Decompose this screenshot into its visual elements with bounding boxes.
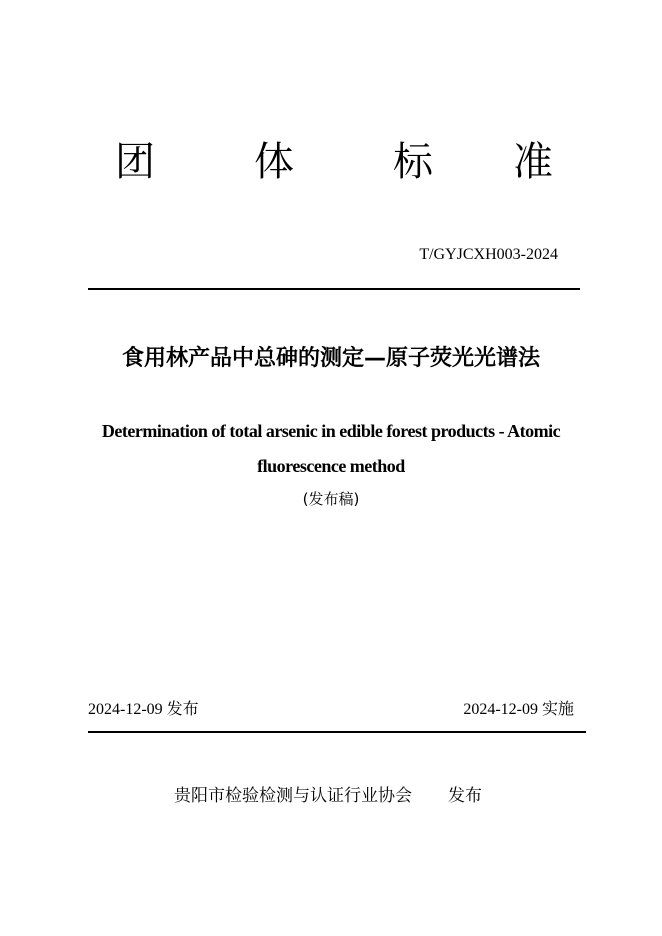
title-char-2: 体: [254, 139, 294, 185]
title-char-3: 标: [393, 139, 433, 185]
implement-date: 2024-12-09 实施: [463, 701, 574, 718]
publisher-line: [174, 781, 482, 806]
release-date: 2024-12-09 发布: [88, 701, 199, 718]
bottom-divider: [88, 731, 586, 733]
chinese-title: 食用林产品中总砷的测定—原子荧光光谱法: [121, 346, 540, 371]
title-char-1: 团: [115, 139, 155, 185]
top-divider: [88, 288, 580, 290]
title-char-4: 准: [513, 139, 553, 185]
draft-status: (发布稿): [302, 490, 360, 508]
standard-number: T/GYJCXH003-2024: [419, 246, 558, 263]
organization-name: 贵阳市检验检测与认证行业协会: [174, 786, 412, 806]
publish-label: 发布: [448, 786, 482, 806]
english-title: Determination of total arsenic in edible forest products - Atomic fluorescence method: [101, 421, 561, 476]
